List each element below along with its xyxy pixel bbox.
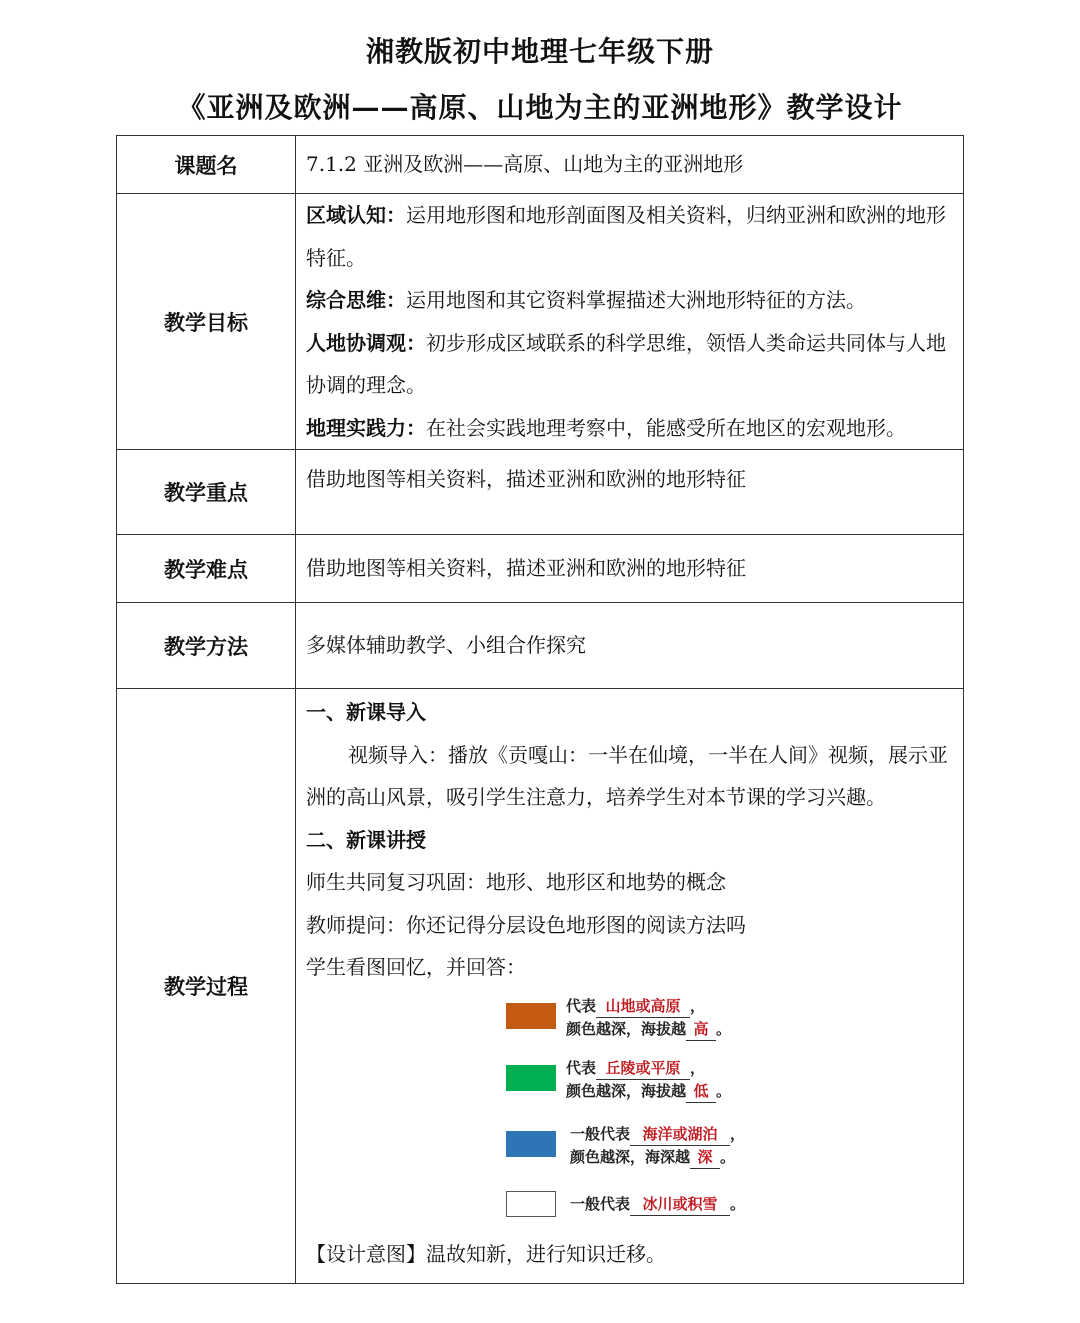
lesson-plan-table [116, 135, 964, 1284]
goal-key: 区域认知： [306, 203, 406, 227]
key-value: 借助地图等相关资料，描述亚洲和欧洲的地形特征 [296, 450, 964, 535]
goal-key: 综合思维： [306, 288, 406, 312]
legend-text-white: 一般代表 冰川或积雪 。 [570, 1193, 745, 1216]
goal-item [306, 279, 955, 322]
difficulty-label: 教学难点 [117, 535, 296, 603]
key-label: 教学重点 [117, 450, 296, 535]
legend-swatch-white [506, 1191, 556, 1217]
row-goals [117, 194, 964, 450]
legend-swatch-blue [506, 1131, 556, 1157]
blank-answer: 低 [686, 1080, 716, 1103]
method-value: 多媒体辅助教学、小组合作探究 [296, 603, 964, 689]
blank-answer: 冰川或积雪 [630, 1193, 730, 1216]
goals-content [296, 194, 964, 450]
elevation-color-legend [306, 995, 955, 1227]
topic-label: 课题名 [117, 136, 296, 194]
blank-answer: 高 [686, 1018, 716, 1041]
goal-item [306, 322, 955, 407]
goals-label: 教学目标 [117, 194, 296, 450]
answer-paragraph: 学生看图回忆，并回答： [306, 955, 526, 979]
row-difficulty [117, 535, 964, 603]
goal-text: 运用地形图和地形剖面图及相关资料，归纳亚洲和欧洲的地形特征。 [306, 203, 946, 270]
blank-answer: 丘陵或平原 [596, 1057, 690, 1080]
goal-text: 初步形成区域联系的科学思维，领悟人类命运共同体与人地协调的理念。 [306, 330, 946, 397]
blank-answer: 海洋或湖泊 [630, 1123, 730, 1146]
design-intent-note: 【设计意图】温故知新，进行知识迁移。 [306, 1241, 666, 1266]
review-paragraph: 师生共同复习巩固：地形、地形区和地势的概念 [306, 870, 726, 894]
goal-key: 地理实践力： [306, 415, 426, 440]
row-process [117, 689, 964, 1284]
goal-item [306, 407, 955, 450]
document-subtitle: 《亚洲及欧洲——高原、山地为主的亚洲地形》教学设计 [177, 91, 903, 124]
legend-text-green: 代表 丘陵或平原 ， 颜色越深，海拔越 低 。 [566, 1057, 731, 1103]
blank-answer: 山地或高原 [596, 995, 690, 1018]
legend-swatch-brown [506, 1003, 556, 1029]
legend-text-blue: 一般代表 海洋或湖泊 ， 颜色越深，海深越 深 。 [570, 1123, 745, 1169]
section-heading-teaching: 二、新课讲授 [306, 827, 426, 852]
row-method [117, 603, 964, 689]
legend-swatch-green [506, 1065, 556, 1091]
intro-paragraph: 视频导入：播放《贡嘎山：一半在仙境，一半在人间》视频，展示亚洲的高山风景，吸引学生注意力，培养学生对本节课的学习兴趣。 [306, 742, 948, 809]
blank-answer: 深 [690, 1146, 720, 1169]
document-title: 湘教版初中地理七年级下册 [365, 35, 714, 68]
goal-key: 人地协调观： [306, 330, 426, 355]
section-heading-intro: 一、新课导入 [306, 700, 426, 724]
row-topic [117, 136, 964, 194]
legend-text-brown: 代表 山地或高原 ， 颜色越深，海拔越 高 。 [566, 995, 731, 1041]
process-label: 教学过程 [117, 689, 296, 1284]
goal-text: 在社会实践地理考察中，能感受所在地区的宏观地形。 [426, 415, 906, 440]
goal-text: 运用地图和其它资料掌握描述大洲地形特征的方法。 [406, 288, 866, 312]
row-key-points [117, 450, 964, 535]
topic-value: 7.1.2 亚洲及欧洲——高原、山地为主的亚洲地形 [296, 136, 964, 194]
process-content [296, 689, 964, 1284]
question-paragraph: 教师提问：你还记得分层设色地形图的阅读方法吗 [306, 912, 746, 937]
goal-item [306, 194, 955, 279]
method-label: 教学方法 [117, 603, 296, 689]
difficulty-value: 借助地图等相关资料，描述亚洲和欧洲的地形特征 [296, 535, 964, 603]
